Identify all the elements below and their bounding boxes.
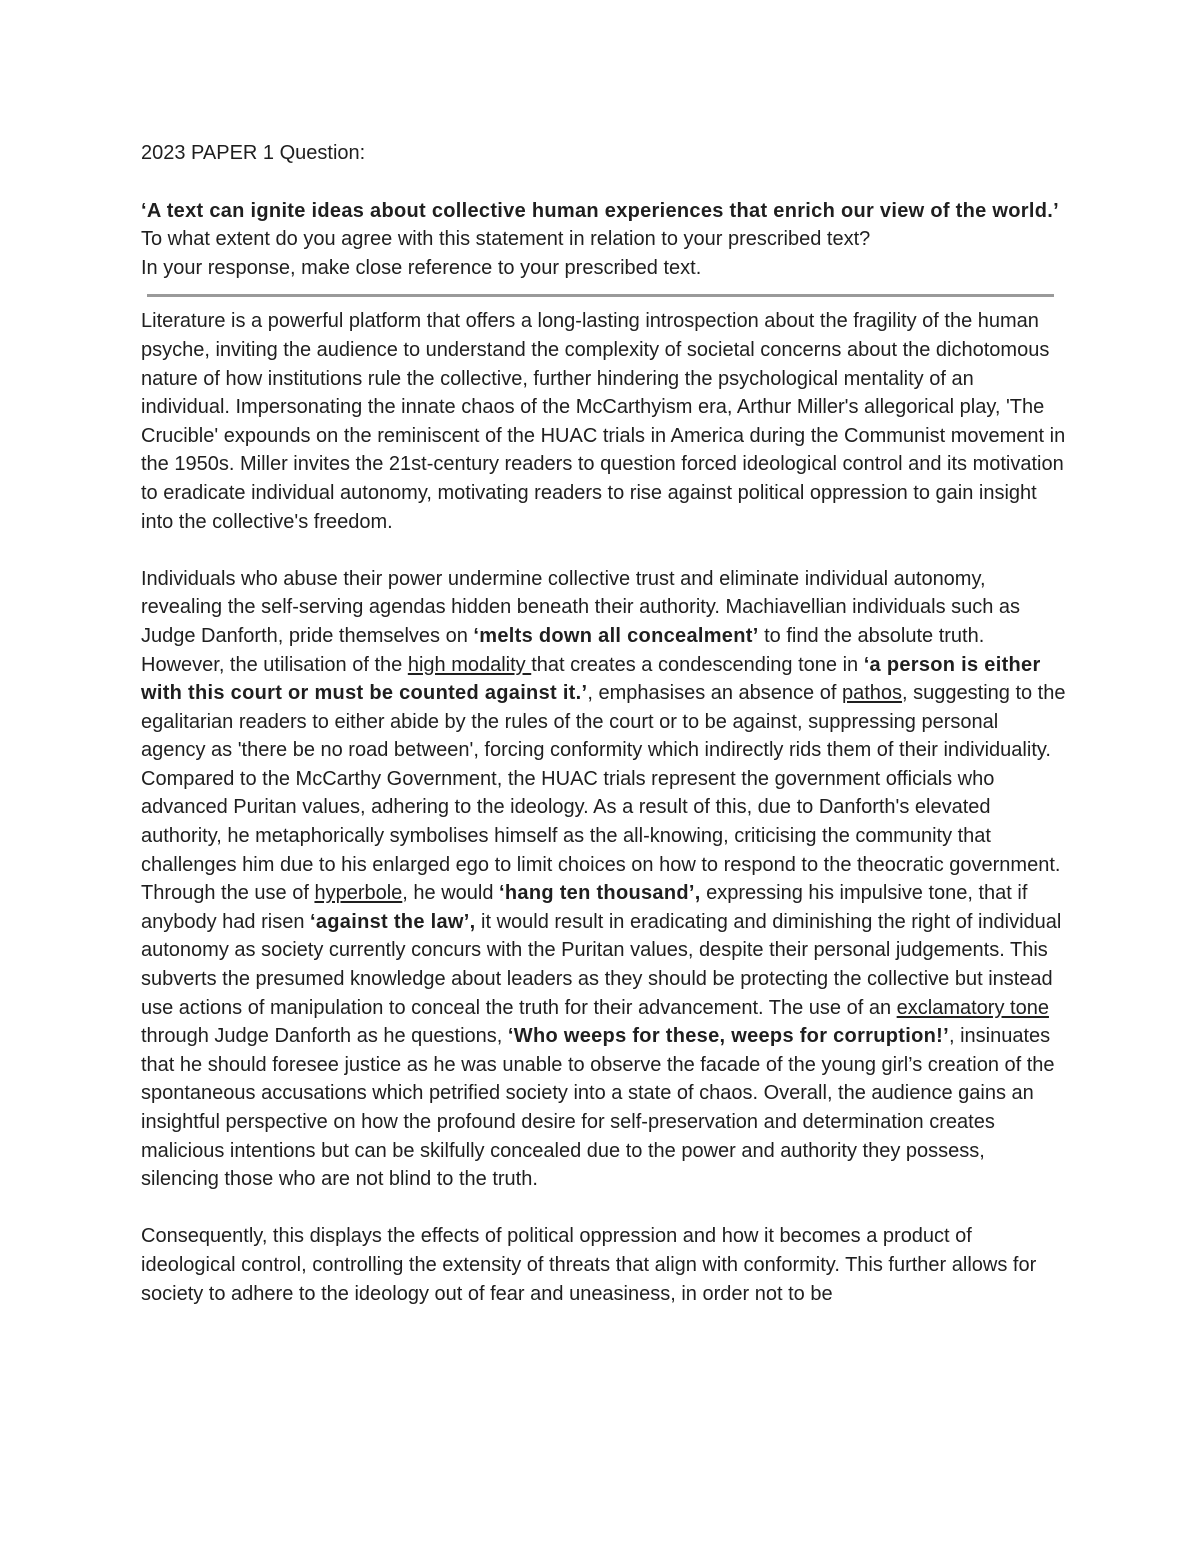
paragraph-text: through Judge Danforth as he questions, xyxy=(141,1025,508,1048)
quote-bold: ‘hang ten thousand’, xyxy=(499,882,701,905)
paragraph-body-1 xyxy=(141,565,1066,1194)
document-heading: 2023 PAPER 1 Question: xyxy=(141,142,366,164)
question-statement xyxy=(141,197,1066,226)
paragraph-text: , emphasises an absence of xyxy=(587,682,842,705)
technique-underlined: pathos xyxy=(841,682,903,705)
essay-body xyxy=(141,307,1066,1308)
quote-bold: ‘against the law’, xyxy=(310,910,476,933)
paragraph-text: , suggesting to the egalitarian readers to either abide by the rules of the court or to be against, suppressing personal agency as 'there be no road between', forcing conformity which indirectly rids them of their individuality. Compared to the McCarthy Government, the HUAC trials represent the government officials who advanced Puritan values, adhering to the ideology. As a result of this, due to Danforth's elevated authority, he metaphorically symbolises himself as the all-knowing, criticising the community that challenges him due to his enlarged ego to limit choices on how to respond to the theocratic government. Through the use of xyxy=(141,682,1066,905)
paragraph-text: , insinuates that he should foresee justice as he was unable to observe the facade of the young girl’s creation of the spontaneous accusations which petrified society into a state of chaos. Overall, the audience gains an insightful perspective on how the profound desire for self-preservation and determination creates malicious intentions but can be skilfully concealed due to the power and authority they possess, silencing those who are not blind to the truth. xyxy=(141,1025,1055,1191)
paragraph-text: that creates a condescending tone in xyxy=(531,653,864,676)
question-line-2: In your response, make close reference to your prescribed text. xyxy=(141,256,702,279)
technique-underlined: hyperbole xyxy=(314,882,403,905)
question-block xyxy=(141,197,1066,283)
quote-bold: ‘melts down all concealment’ xyxy=(473,624,759,647)
paragraph-text: Individuals who abuse their power undermine collective trust and eliminate individual autonomy, revealing the self-serving agendas hidden beneath their authority. Machiavellian individuals such as Judge Danforth, pride themselves on xyxy=(141,567,1021,647)
technique-underlined: high modality xyxy=(407,653,532,676)
paragraph-spacer xyxy=(141,536,1066,565)
question-statement-text: ‘A text can ignite ideas about collective human experiences that enrich our view of the world.’ xyxy=(141,199,1059,222)
question-line-1: To what extent do you agree with this statement in relation to your prescribed text? xyxy=(141,228,871,251)
paragraph-text: to find the absolute truth. However, the utilisation of the xyxy=(141,624,985,676)
paragraph-text: it would result in eradicating and diminishing the right of individual autonomy as society currently concurs with the Puritan values, despite their personal judgements. This subverts the presumed knowledge about leaders as they should be protecting the collective but instead use actions of manipulation to conceal the truth for their advancement. The use of an xyxy=(141,910,1062,1019)
paragraph-introduction: Literature is a powerful platform that offers a long-lasting introspection about the fragility of the human psyche, inviting the audience to understand the complexity of societal concerns about the dichotomous nature of how institutions rule the collective, further hindering the psychological mentality of an individual. Impersonating the innate chaos of the McCarthyism era, Arthur Miller's allegorical play, 'The Crucible' expounds on the reminiscent of the HUAC trials in America during the Communist movement in the 1950s. Miller invites the 21st-century readers to question forced ideological control and its motivation to eradicate individual autonomy, motivating readers to rise against political oppression to gain insight into the collective's freedom. xyxy=(141,310,1066,533)
technique-underlined: exclamatory tone xyxy=(896,996,1049,1019)
paragraph-body-2: Consequently, this displays the effects of political oppression and how it becomes a product of ideological control, controlling the extensity of threats that align with conformity. This further allows for society to adhere to the ideology out of fear and uneasiness, in order not to be xyxy=(141,1225,1037,1305)
quote-bold: ‘Who weeps for these, weeps for corruption!’ xyxy=(507,1025,949,1048)
paragraph-spacer xyxy=(141,1194,1066,1223)
paragraph-text: expressing his impulsive tone, that if anybody had risen xyxy=(141,882,1028,933)
paragraph-text: , he would xyxy=(402,882,500,905)
horizontal-divider xyxy=(147,294,1054,297)
quote-bold: ‘a person is either with this court or must be counted against it.’ xyxy=(141,653,1041,705)
document-page xyxy=(141,139,1066,1308)
